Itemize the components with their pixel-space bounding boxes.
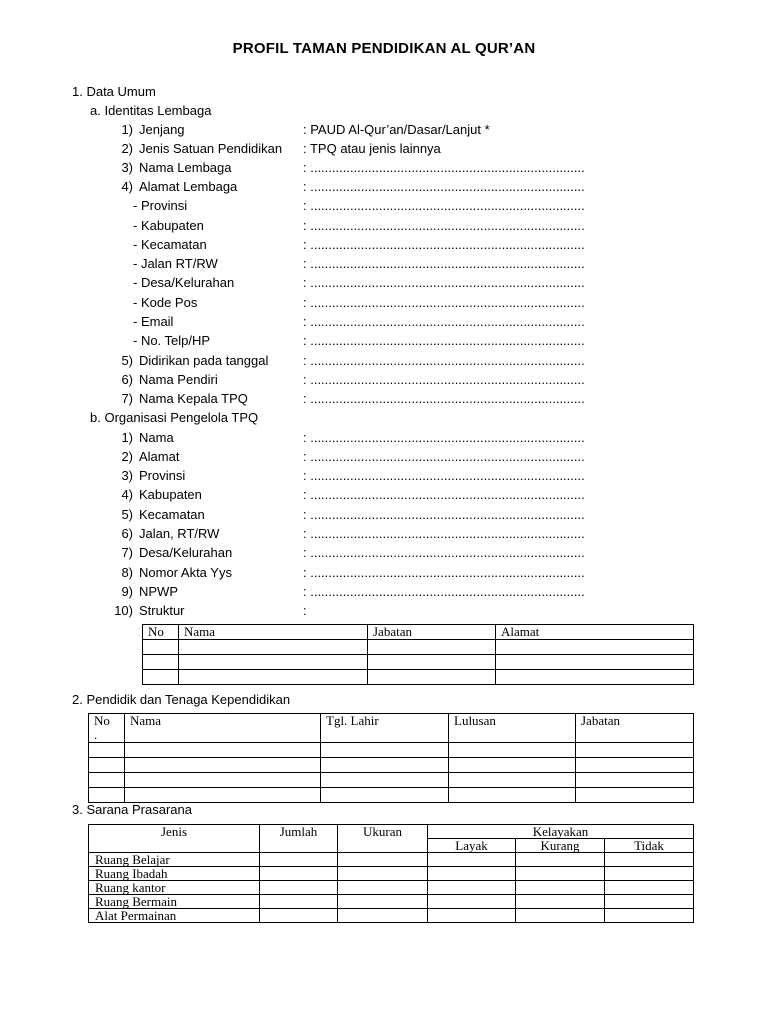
header-jenis: Jenis — [89, 825, 260, 853]
table-cell[interactable] — [125, 758, 321, 773]
table-cell[interactable] — [368, 655, 496, 670]
field-alamat-lembaga: 4) Alamat Lembaga — [121, 179, 238, 194]
table-cell[interactable] — [89, 743, 125, 758]
value-desa-kelurahan: : ............................................................................ — [303, 275, 585, 290]
header-no: No — [143, 625, 179, 640]
field-jenjang: 1) Jenjang — [121, 122, 185, 137]
field-org-nama: 1) Nama — [121, 430, 174, 445]
table-cell[interactable] — [179, 670, 368, 685]
table-cell[interactable] — [368, 640, 496, 655]
table-cell[interactable] — [338, 867, 428, 881]
table-cell[interactable] — [428, 853, 516, 867]
table-cell[interactable] — [321, 743, 449, 758]
field-kecamatan: - Kecamatan — [133, 237, 207, 252]
table-cell[interactable] — [605, 853, 694, 867]
table-cell[interactable] — [143, 670, 179, 685]
header-jabatan: Jabatan — [576, 714, 694, 743]
table-cell[interactable] — [449, 758, 576, 773]
table-cell[interactable] — [321, 788, 449, 803]
table-cell[interactable] — [449, 788, 576, 803]
table-cell[interactable] — [321, 758, 449, 773]
table-cell[interactable] — [516, 853, 605, 867]
table-row — [143, 640, 694, 655]
value-email: : ............................................................................ — [303, 314, 585, 329]
value-org-akta: : ............................................................................ — [303, 565, 585, 580]
table-cell[interactable] — [428, 895, 516, 909]
row-label: Ruang Ibadah — [89, 867, 260, 881]
field-org-npwp: 9) NPWP — [121, 584, 178, 599]
sarana-table — [88, 824, 694, 923]
table-cell[interactable] — [605, 895, 694, 909]
table-cell[interactable] — [496, 670, 694, 685]
field-org-struktur: 10) Struktur — [114, 603, 185, 618]
table-cell[interactable] — [125, 773, 321, 788]
table-cell[interactable] — [89, 788, 125, 803]
struktur-table — [142, 624, 694, 685]
header-kurang: Kurang — [516, 839, 605, 853]
value-org-jalan: : ............................................................................ — [303, 526, 585, 541]
table-cell[interactable] — [576, 773, 694, 788]
header-tgl-lahir: Tgl. Lahir — [321, 714, 449, 743]
header-ukuran: Ukuran — [338, 825, 428, 853]
table-cell[interactable] — [89, 773, 125, 788]
row-label: Alat Permainan — [89, 909, 260, 923]
table-cell[interactable] — [338, 881, 428, 895]
value-org-struktur: : — [303, 603, 307, 618]
row-label: Ruang Belajar — [89, 853, 260, 867]
table-header-row — [143, 625, 694, 640]
table-cell[interactable] — [496, 655, 694, 670]
table-row — [89, 758, 694, 773]
table-cell[interactable] — [576, 788, 694, 803]
field-kepala-tpq: 7) Nama Kepala TPQ — [121, 391, 248, 406]
table-cell[interactable] — [338, 909, 428, 923]
table-cell[interactable] — [89, 758, 125, 773]
section-1a-heading: a. Identitas Lembaga — [90, 103, 212, 118]
field-org-provinsi: 3) Provinsi — [121, 468, 186, 483]
row-label: Ruang Bermain — [89, 895, 260, 909]
value-kepala-tpq: : ............................................................................ — [303, 391, 585, 406]
field-desa-kelurahan: - Desa/Kelurahan — [133, 275, 235, 290]
row-label: Ruang kantor — [89, 881, 260, 895]
value-org-npwp: : ............................................................................ — [303, 584, 585, 599]
table-row — [89, 743, 694, 758]
value-jenis-satuan: : TPQ atau jenis lainnya — [303, 141, 441, 156]
table-row — [89, 853, 694, 867]
value-alamat-lembaga: : ............................................................................ — [303, 179, 585, 194]
value-jalan-rt-rw: : ............................................................................ — [303, 256, 585, 271]
field-provinsi: - Provinsi — [133, 198, 188, 213]
value-no-telp: : ............................................................................ — [303, 333, 585, 348]
field-org-kabupaten: 4) Kabupaten — [121, 487, 202, 502]
table-row — [89, 867, 694, 881]
value-provinsi: : ............................................................................ — [303, 198, 585, 213]
document-title: PROFIL TAMAN PENDIDIKAN AL QUR’AN — [232, 40, 536, 57]
table-cell[interactable] — [338, 853, 428, 867]
value-org-desa: : ............................................................................ — [303, 545, 585, 560]
table-cell[interactable] — [260, 867, 338, 881]
field-no-telp: - No. Telp/HP — [133, 333, 211, 348]
field-kabupaten: - Kabupaten — [133, 218, 204, 233]
field-kode-pos: - Kode Pos — [133, 295, 198, 310]
section-2-heading: 2. Pendidik dan Tenaga Kependidikan — [72, 692, 291, 707]
table-cell[interactable] — [428, 881, 516, 895]
header-alamat: Alamat — [496, 625, 694, 640]
table-row — [89, 788, 694, 803]
value-kabupaten: : ............................................................................ — [303, 218, 585, 233]
header-jumlah: Jumlah — [260, 825, 338, 853]
value-jenjang: : PAUD Al-Qur’an/Dasar/Lanjut * — [303, 122, 490, 137]
header-nama: Nama — [179, 625, 368, 640]
table-cell[interactable] — [143, 655, 179, 670]
table-row — [89, 881, 694, 895]
value-nama-lembaga: : ............................................................................ — [303, 160, 585, 175]
section-1-heading: 1. Data Umum — [72, 84, 156, 99]
table-cell[interactable] — [260, 853, 338, 867]
table-cell[interactable] — [143, 640, 179, 655]
field-email: - Email — [133, 314, 174, 329]
table-cell[interactable] — [260, 881, 338, 895]
field-org-kecamatan: 5) Kecamatan — [121, 507, 205, 522]
table-header-row — [89, 825, 694, 839]
header-lulusan: Lulusan — [449, 714, 576, 743]
table-cell[interactable] — [516, 895, 605, 909]
value-org-nama: : ............................................................................ — [303, 430, 585, 445]
value-org-provinsi: : ............................................................................ — [303, 468, 585, 483]
table-cell[interactable] — [516, 867, 605, 881]
value-nama-pendiri: : ............................................................................ — [303, 372, 585, 387]
pendidik-table — [88, 713, 694, 803]
header-tidak: Tidak — [605, 839, 694, 853]
field-nama-lembaga: 3) Nama Lembaga — [121, 160, 232, 175]
field-org-desa: 7) Desa/Kelurahan — [121, 545, 233, 560]
table-row — [89, 773, 694, 788]
value-org-alamat: : ............................................................................ — [303, 449, 585, 464]
value-kecamatan: : ............................................................................ — [303, 237, 585, 252]
section-3-heading: 3. Sarana Prasarana — [72, 802, 192, 817]
table-cell[interactable] — [125, 788, 321, 803]
header-jabatan: Jabatan — [368, 625, 496, 640]
table-row — [143, 655, 694, 670]
field-org-alamat: 2) Alamat — [121, 449, 180, 464]
table-row — [89, 909, 694, 923]
table-row — [143, 670, 694, 685]
table-cell[interactable] — [179, 655, 368, 670]
table-cell[interactable] — [605, 881, 694, 895]
table-cell[interactable] — [605, 867, 694, 881]
header-no: No . — [89, 714, 125, 743]
table-cell[interactable] — [428, 867, 516, 881]
table-cell[interactable] — [428, 909, 516, 923]
field-org-jalan: 6) Jalan, RT/RW — [121, 526, 220, 541]
table-cell[interactable] — [321, 773, 449, 788]
table-cell[interactable] — [260, 909, 338, 923]
value-didirikan: : ............................................................................ — [303, 353, 585, 368]
table-header-row — [89, 714, 694, 743]
header-nama: Nama — [125, 714, 321, 743]
table-cell[interactable] — [449, 743, 576, 758]
table-cell[interactable] — [576, 758, 694, 773]
table-cell[interactable] — [338, 895, 428, 909]
header-kelayakan: Kelayakan — [428, 825, 694, 839]
field-jenis-satuan: 2) Jenis Satuan Pendidikan — [121, 141, 283, 156]
field-jalan-rt-rw: - Jalan RT/RW — [133, 256, 218, 271]
table-cell[interactable] — [496, 640, 694, 655]
table-cell[interactable] — [576, 743, 694, 758]
value-kode-pos: : ............................................................................ — [303, 295, 585, 310]
value-org-kabupaten: : ............................................................................ — [303, 487, 585, 502]
section-1b-heading: b. Organisasi Pengelola TPQ — [90, 410, 259, 425]
value-org-kecamatan: : ............................................................................ — [303, 507, 585, 522]
table-cell[interactable] — [605, 909, 694, 923]
table-cell[interactable] — [260, 895, 338, 909]
table-cell[interactable] — [125, 743, 321, 758]
table-cell[interactable] — [516, 881, 605, 895]
table-cell[interactable] — [516, 909, 605, 923]
table-cell[interactable] — [449, 773, 576, 788]
table-cell[interactable] — [179, 640, 368, 655]
table-cell[interactable] — [368, 670, 496, 685]
field-nama-pendiri: 6) Nama Pendiri — [121, 372, 218, 387]
field-org-akta: 8) Nomor Akta Yys — [121, 565, 232, 580]
field-didirikan: 5) Didirikan pada tanggal — [121, 353, 269, 368]
table-row — [89, 895, 694, 909]
header-layak: Layak — [428, 839, 516, 853]
